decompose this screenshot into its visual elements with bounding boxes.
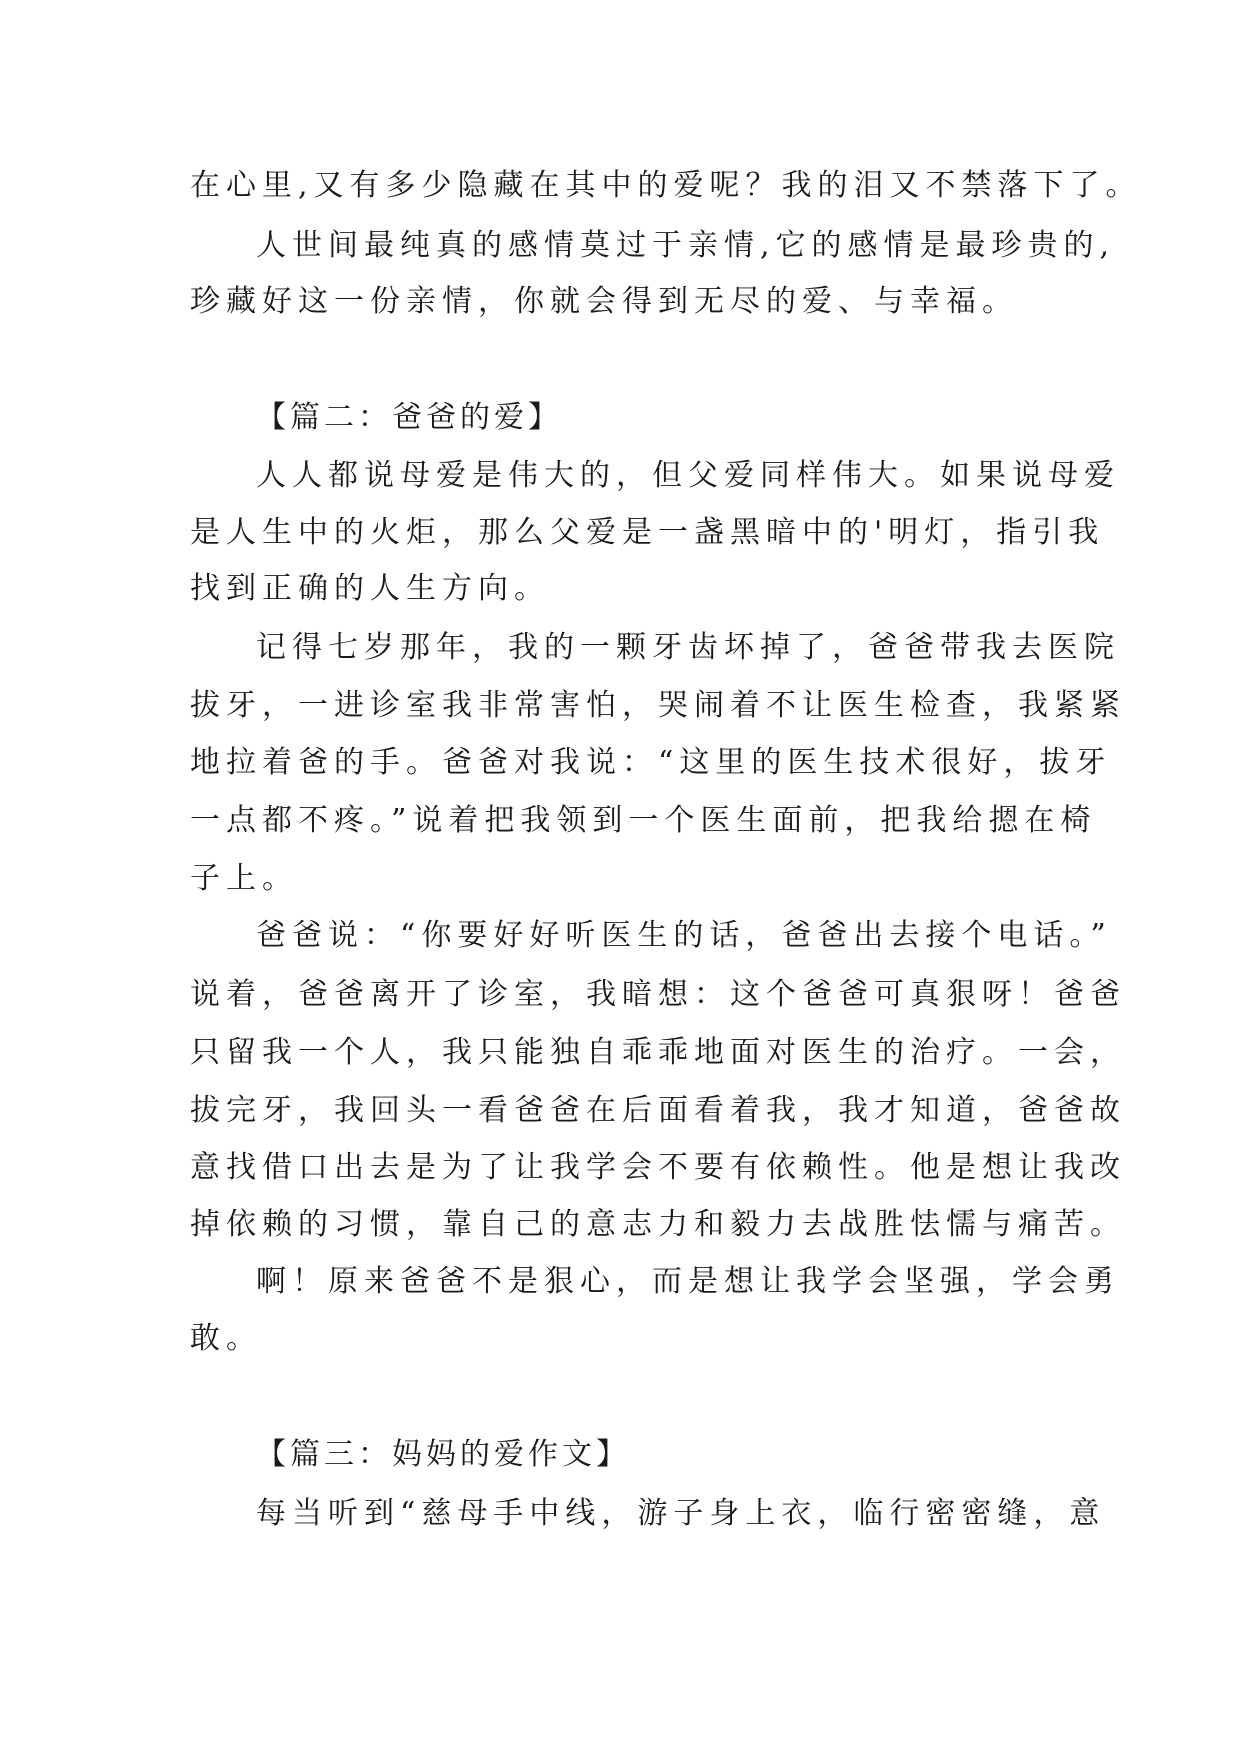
paragraph-line: 找到正确的人生方向。: [190, 571, 550, 606]
paragraph-line: 珍藏好这一份亲情，你就会得到无尽的爱、与幸福。: [190, 284, 1018, 319]
paragraph-line: 每当听到“慈母手中线，游子身上衣，临行密密缝，意: [256, 1496, 1106, 1531]
paragraph-line: 爸爸说：“你要好好听医生的话，爸爸出去接个电话。”: [256, 918, 1112, 953]
section-heading: 【篇二：爸爸的爱】: [256, 400, 562, 435]
section-heading: 【篇三：妈妈的爱作文】: [256, 1437, 630, 1472]
paragraph-line: 说着，爸爸离开了诊室，我暗想：这个爸爸可真狠呀！爸爸: [190, 977, 1126, 1012]
paragraph-line: 敢。: [190, 1321, 262, 1356]
paragraph-line: 只留我一个人，我只能独自乖乖地面对医生的治疗。一会，: [190, 1035, 1126, 1070]
paragraph-line: 是人生中的火炬，那么父爱是一盏黑暗中的'明灯，指引我: [190, 515, 1105, 550]
paragraph-line: 在心里,又有多少隐藏在其中的爱呢？我的泪又不禁落下了。: [190, 168, 1142, 203]
paragraph-line: 意找借口出去是为了让我学会不要有依赖性。他是想让我改: [190, 1150, 1126, 1185]
paragraph-line: 掉依赖的习惯，靠自己的意志力和毅力去战胜怯懦与痛苦。: [190, 1207, 1126, 1242]
paragraph-line: 拔完牙，我回头一看爸爸在后面看着我，我才知道，爸爸故: [190, 1093, 1126, 1128]
paragraph-line: 一点都不疼。”说着把我领到一个医生面前，把我给摁在椅: [190, 803, 1097, 838]
paragraph-line: 人人都说母爱是伟大的，但父爱同样伟大。如果说母爱: [256, 458, 1120, 493]
paragraph-line: 地拉着爸的手。爸爸对我说：“这里的医生技术很好，拔牙: [190, 745, 1112, 780]
paragraph-line: 子上。: [190, 861, 298, 896]
paragraph-line: 记得七岁那年，我的一颗牙齿坏掉了，爸爸带我去医院: [256, 630, 1120, 665]
paragraph-line: 人世间最纯真的感情莫过于亲情,它的感情是最珍贵的,: [256, 228, 1116, 263]
paragraph-line: 啊！原来爸爸不是狠心，而是想让我学会坚强，学会勇: [256, 1264, 1120, 1299]
paragraph-line: 拔牙，一进诊室我非常害怕，哭闹着不让医生检查，我紧紧: [190, 688, 1126, 723]
